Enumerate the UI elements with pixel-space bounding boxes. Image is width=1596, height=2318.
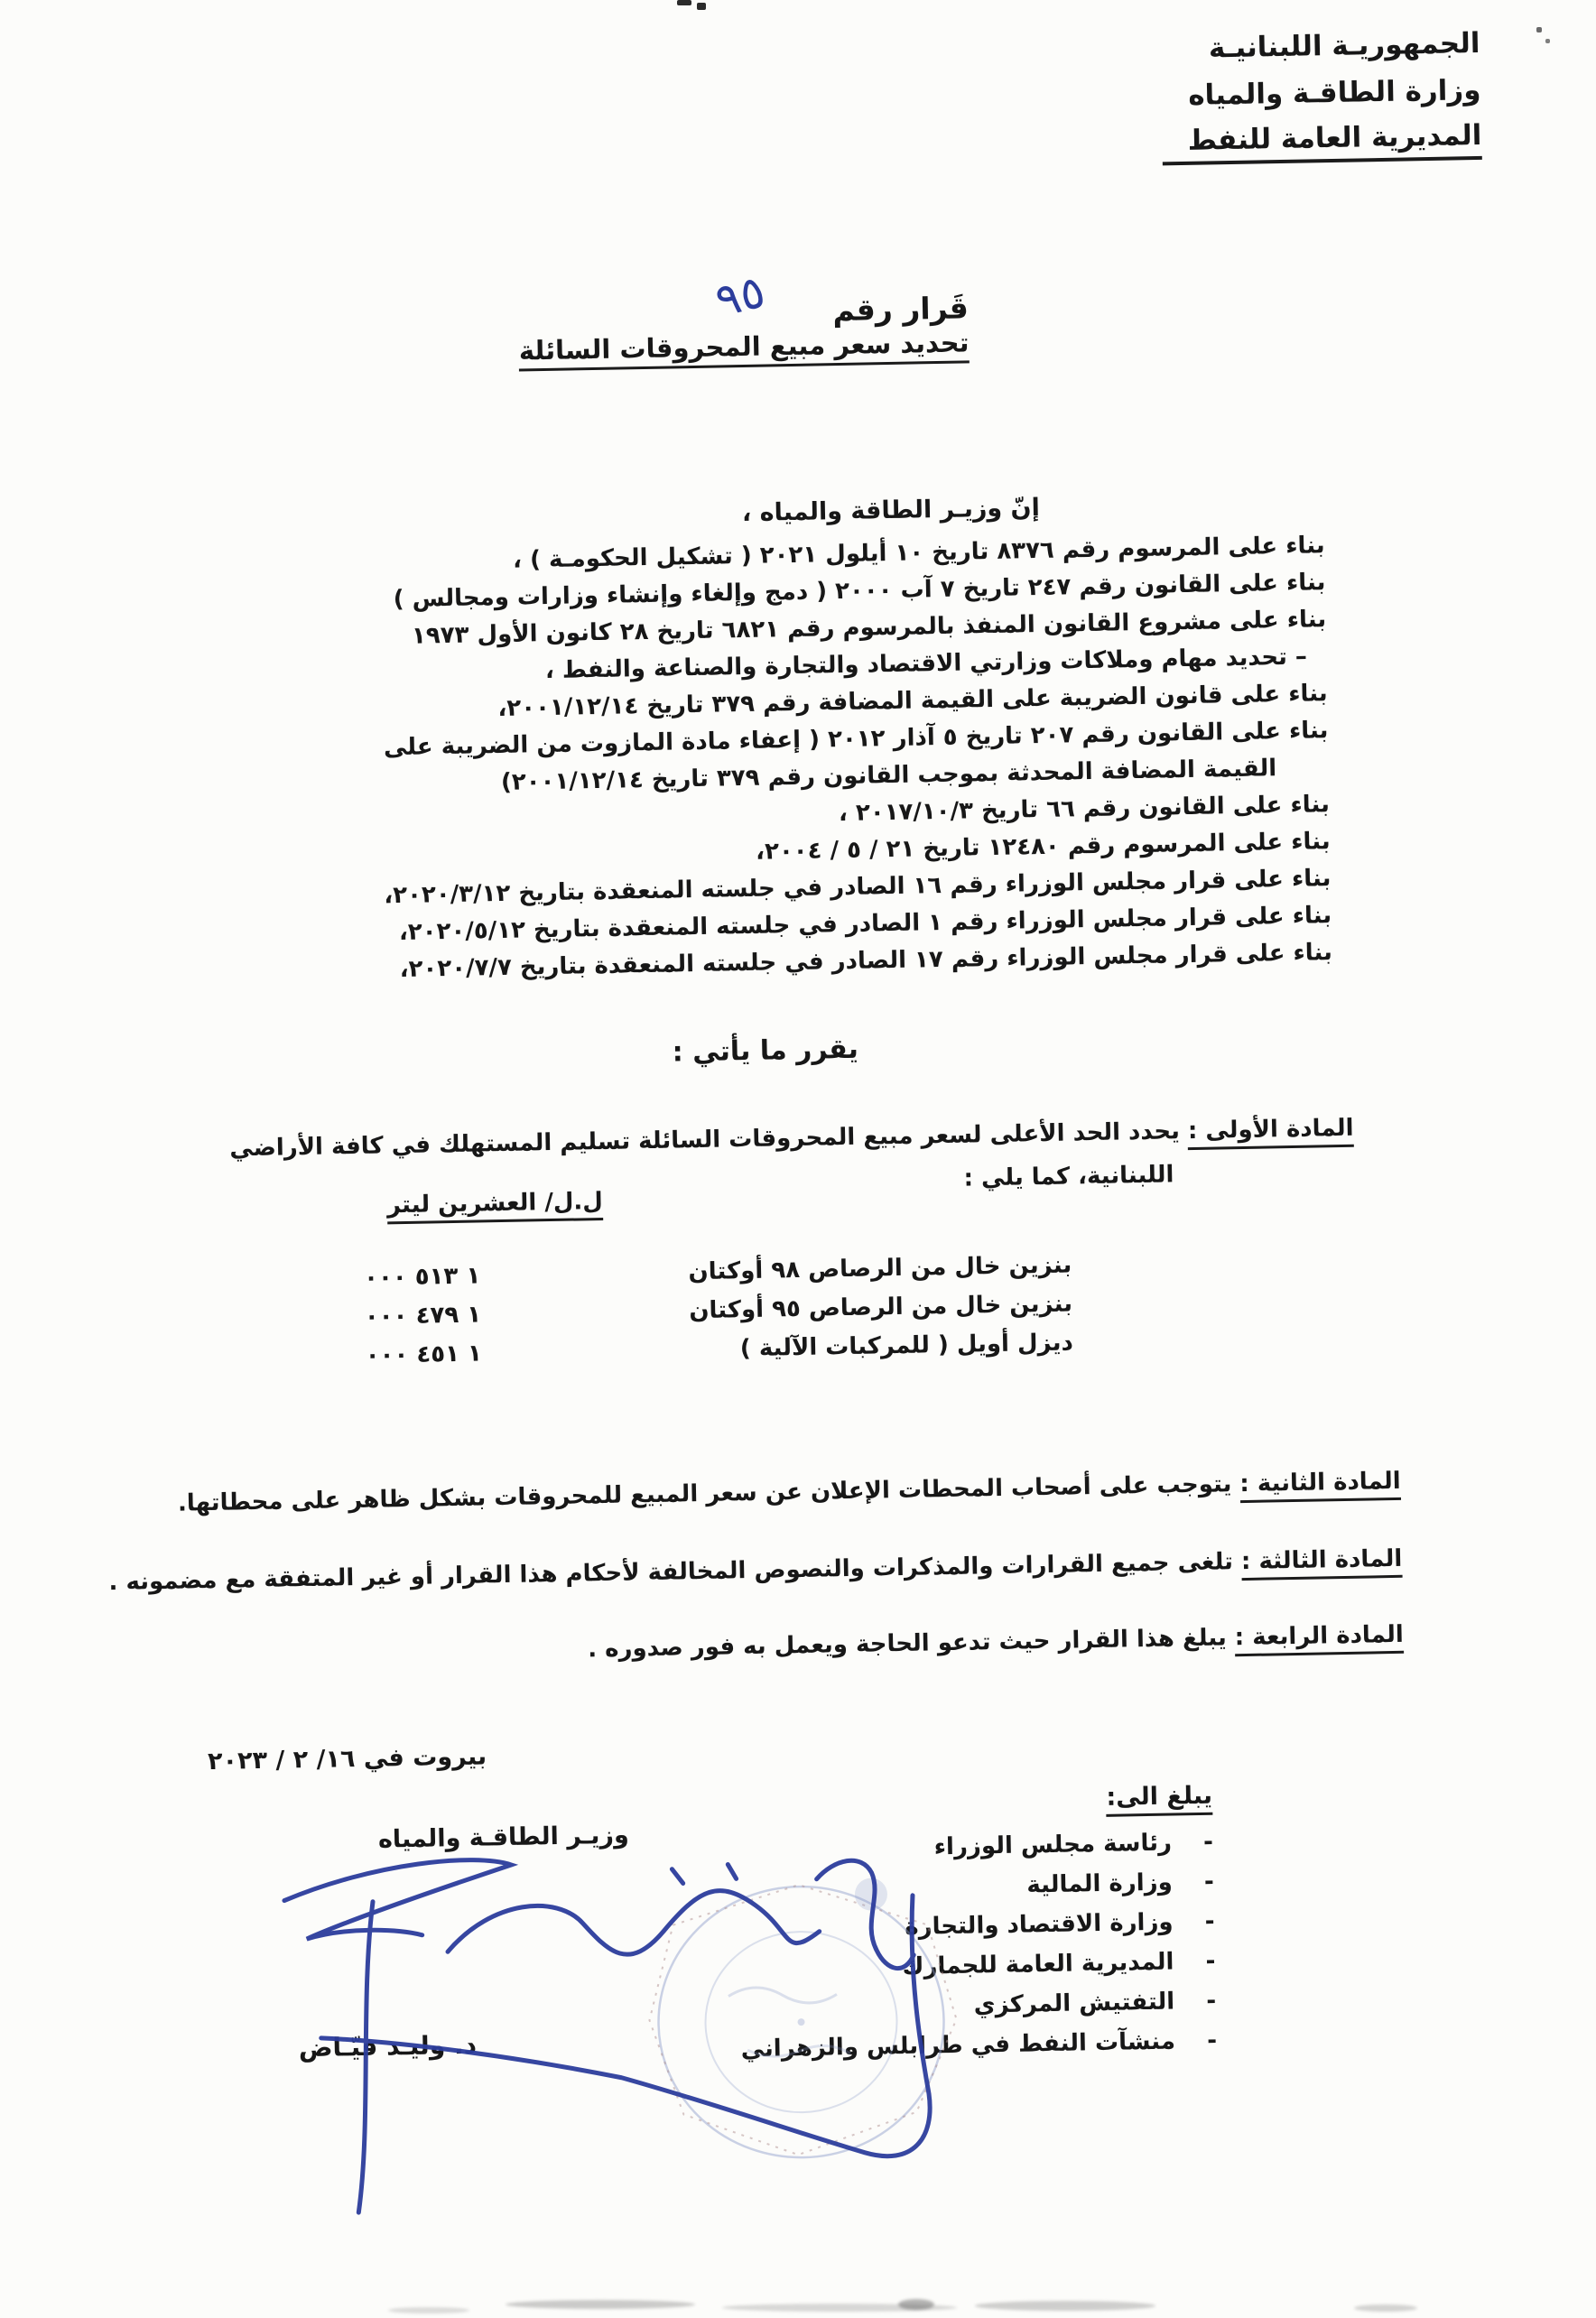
minister-signature-and-stamp xyxy=(238,1838,1004,2230)
decree-number-label: قَرار رقم xyxy=(831,290,970,329)
dash-bullet: - xyxy=(1205,1947,1216,1975)
distribution-item-label: المديرية العامة للجمارك xyxy=(902,1948,1174,1981)
distribution-item-label: منشآت النفط في طرابلس والزهراني xyxy=(740,2027,1176,2063)
date-place-line: بيروت في ١٦/ ٢ / ٢٠٢٣ xyxy=(207,1742,487,1776)
minister-title: وزيـر الطاقـة والمياه xyxy=(377,1821,629,1854)
preamble-clause: بناء على المرسوم رقم ٨٣٧٦ تاريخ ١٠ أيلول ٢٠٢١ ( تشكيل الحكومـة ) ، xyxy=(512,532,1325,574)
scan-smudge xyxy=(388,2307,469,2313)
scan-artifact xyxy=(1545,39,1550,43)
dash-bullet: - xyxy=(1206,1987,1217,2015)
decree-title-row xyxy=(710,264,970,329)
preamble-clause: بناء على القانون رقم ٦٦ تاريخ ٢٠١٧/١٠/٣ ، xyxy=(838,791,1331,828)
scan-artifact xyxy=(697,3,706,10)
minister-name: د. وليـد فيّـاض xyxy=(298,2029,478,2063)
decision-lead: يقرر ما يأتي : xyxy=(672,1033,859,1069)
scan-smudge xyxy=(898,2299,934,2310)
preamble-clause: القيمة المضافة المحدثة بموجب القانون رقم ٣٧٩ تاريخ ٢٠٠١/١٢/١٤) xyxy=(500,755,1277,796)
preamble-clause: بناء على القانون رقم ٢٤٧ تاريخ ٧ آب ٢٠٠٠ ( دمج وإلغاء وإنشاء وزارات ومجالس ) xyxy=(393,569,1326,614)
article3-text: تلغى جميع القرارات والمذكرات والنصوص المخالفة لأحكام هذا القرار أو غير المتفقة مع مضمونه . xyxy=(108,1548,1234,1597)
article3-heading: المادة الثالثة : xyxy=(1241,1545,1403,1581)
price-row-item: بنزين خال من الرصاص ٩٥ أوكتان xyxy=(689,1290,1073,1325)
article2-heading: المادة الثانية : xyxy=(1239,1468,1401,1503)
article4-heading: المادة الرابعة : xyxy=(1234,1621,1404,1656)
preamble-clause: بناء على قرار مجلس الوزراء رقم ١٧ الصادر في جلسته المنعقدة بتاريخ ٢٠٢٠/٧/٧، xyxy=(399,939,1333,984)
preamble-clause: بناء على قرار مجلس الوزراء رقم ١٦ الصادر في جلسته المنعقدة بتاريخ ٢٠٢٠/٣/١٢، xyxy=(384,865,1332,910)
preamble-clause: بناء على المرسوم رقم ١٢٤٨٠ تاريخ ٢١ / ٥ / ٢٠٠٤، xyxy=(755,828,1331,866)
price-unit-header: ل.ل/ العشرين ليتر xyxy=(387,1188,604,1224)
signature-ink xyxy=(283,1851,932,2213)
letterhead-republic: الجمهوريـة اللبنانيـة xyxy=(1208,26,1480,65)
scan-smudge xyxy=(1354,2304,1417,2312)
preamble-clause: – تحديد مهام وملاكات وزارتي الاقتصاد والتجارة والصناعة والنفط ، xyxy=(544,643,1308,685)
distribution-item-label: وزارة الاقتصاد والتجارة xyxy=(904,1908,1174,1941)
price-row-value: ١ ٤٧٩ ٠٠٠ xyxy=(364,1301,482,1331)
distribution-item-label: التفتيش المركزي xyxy=(973,1988,1175,2019)
distribution-item-label: رئاسة مجلس الوزراء xyxy=(933,1829,1173,1861)
article4-text: يبلغ هذا القرار حيث تدعو الحاجة ويعمل به فور صدوره . xyxy=(587,1624,1227,1664)
dash-bullet: - xyxy=(1206,2026,1218,2054)
article1-body2: اللبنانية، كما يلي : xyxy=(963,1161,1174,1192)
scan-smudge xyxy=(506,2300,695,2309)
preamble-clause: بناء على قرار مجلس الوزراء رقم ١ الصادر في جلسته المنعقدة بتاريخ ٢٠٢٠/٥/١٢، xyxy=(398,902,1332,947)
distribution-heading: يبلغ الى: xyxy=(1106,1782,1212,1817)
decree-subject: تحديد سعر مبيع المحروقات السائلة xyxy=(518,327,969,371)
preamble-clauses xyxy=(377,532,1332,993)
price-row-value: ١ ٤٥١ ٠٠٠ xyxy=(365,1340,483,1369)
dash-bullet: - xyxy=(1203,1868,1215,1896)
scan-smudge xyxy=(975,2301,1155,2311)
letterhead xyxy=(1160,27,1481,165)
preamble-intro: إنّ وزيـر الطاقة والمياه ، xyxy=(741,493,1041,528)
preamble-clause: بناء على قانون الضريبة على القيمة المضافة رقم ٣٧٩ تاريخ ٢٠٠١/١٢/١٤، xyxy=(497,680,1328,723)
dash-bullet: - xyxy=(1202,1828,1214,1856)
price-row-value: ١ ٥١٣ ٠٠٠ xyxy=(363,1262,481,1292)
dash-bullet: - xyxy=(1204,1907,1215,1935)
article1-body: يحدد الحد الأعلى لسعر مبيع المحروقات السائلة تسليم المستهلك في كافة الأراضي xyxy=(229,1117,1181,1163)
article2-text: يتوجب على أصحاب المحطات الإعلان عن سعر المبيع للمحروقات بشكل ظاهر على محطاتها. xyxy=(177,1470,1232,1517)
letterhead-ministry: وزارة الطاقـة والمياه xyxy=(1187,73,1481,112)
scan-artifact xyxy=(677,0,691,5)
distribution-item-label: وزارة المالية xyxy=(1026,1868,1174,1899)
price-row-item: ديزل أويل ( للمركبات الآلية ) xyxy=(739,1329,1074,1363)
scan-artifact xyxy=(1536,27,1542,32)
preamble-clause: بناء على القانون رقم ٢٠٧ تاريخ ٥ آذار ٢٠١٢ ( إعفاء مادة المازوت من الضريبة على xyxy=(383,717,1329,762)
preamble-clause: بناء على مشروع القانون المنفذ بالمرسوم رقم ٦٨٢١ تاريخ ٢٨ كانون الأول ١٩٧٣ xyxy=(411,606,1327,650)
letterhead-directorate: المديرية العامة للنفط xyxy=(1162,119,1482,165)
article1-heading: المادة الأولى : xyxy=(1188,1115,1354,1150)
decree-number-handwritten: ٩٥ xyxy=(710,264,770,328)
price-row-item: بنزين خال من الرصاص ٩٨ أوكتان xyxy=(688,1251,1072,1286)
